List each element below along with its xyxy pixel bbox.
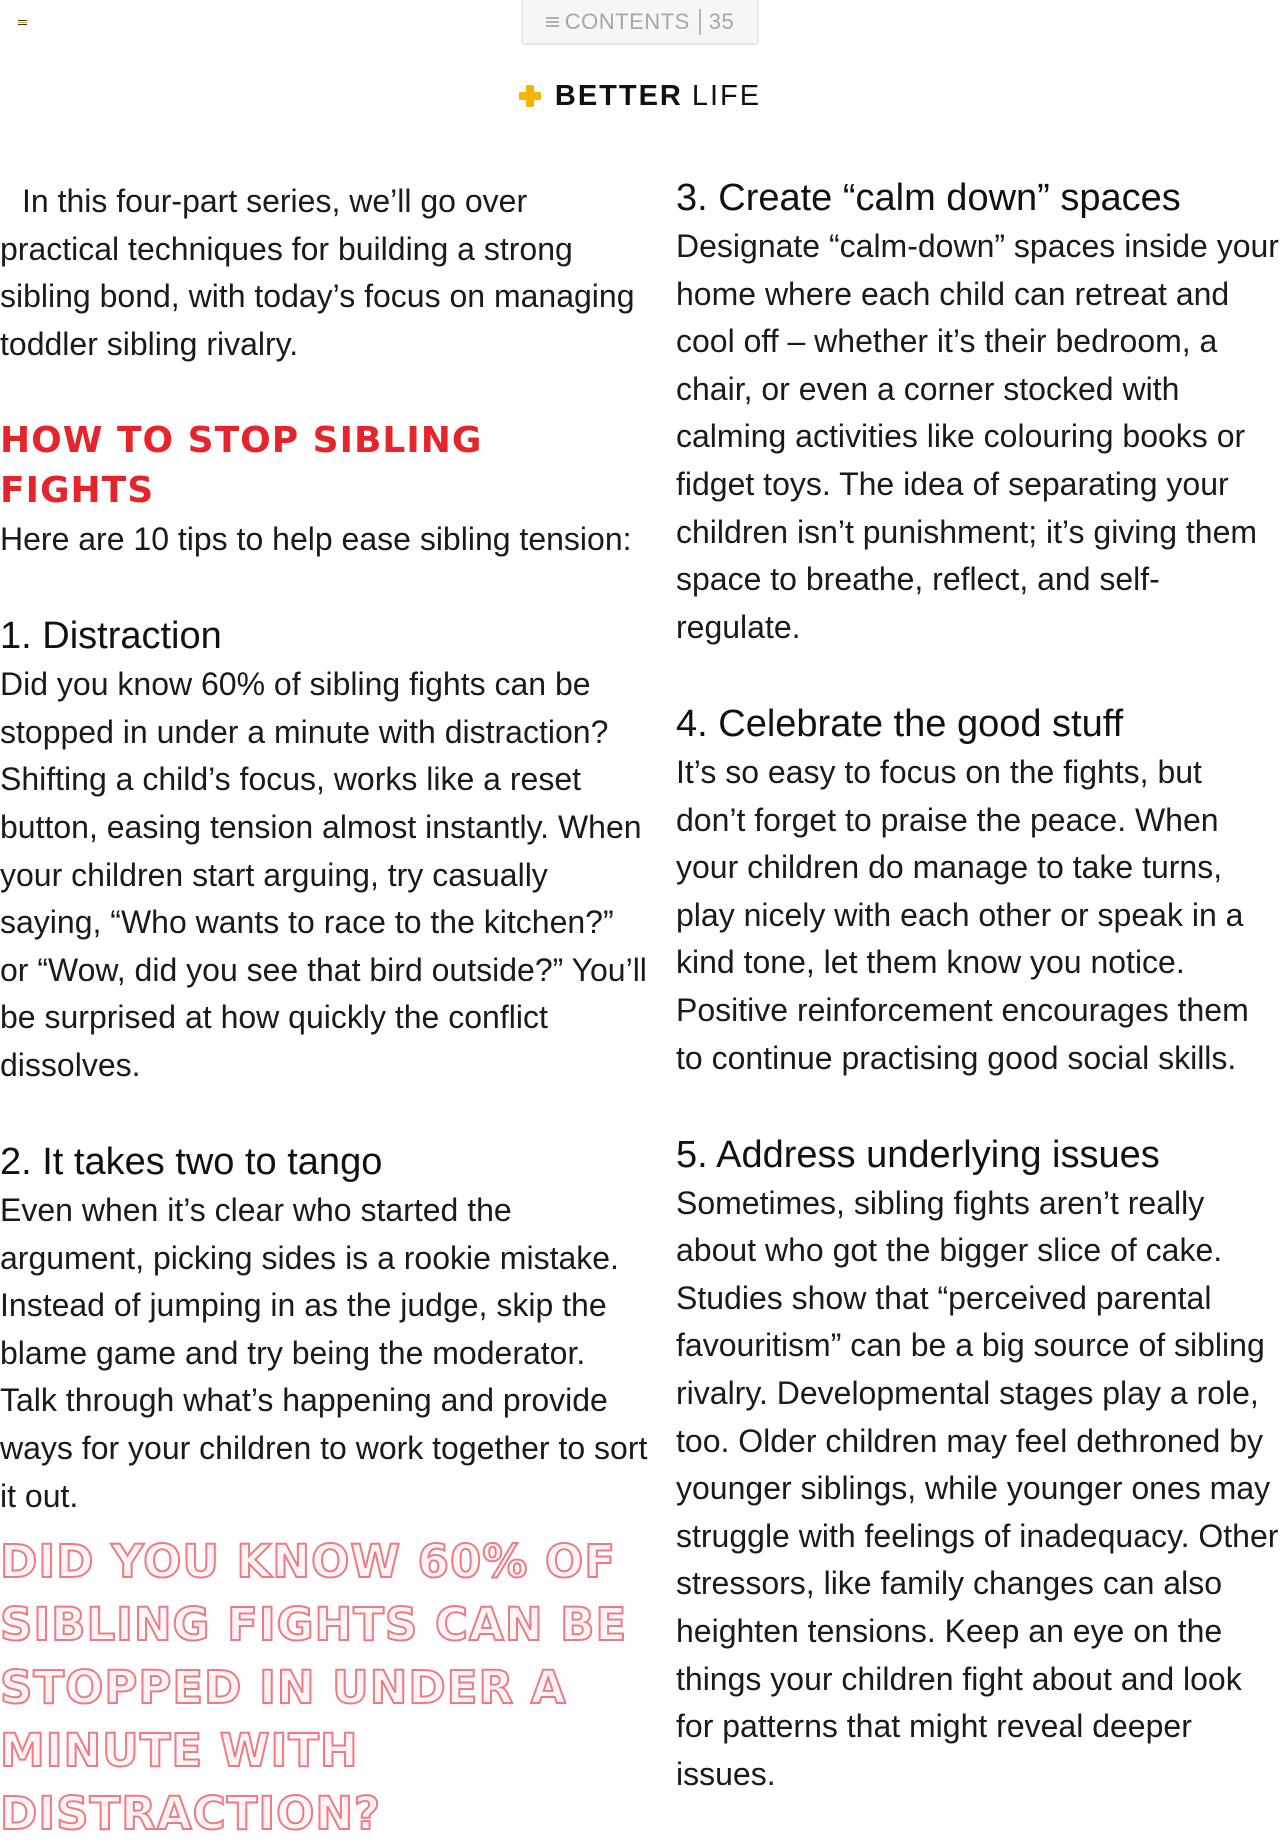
section-title-bold: BETTER	[554, 79, 683, 112]
page-number: 35	[708, 8, 735, 34]
tip-title: 2. It takes two to tango	[0, 1141, 383, 1184]
article-column-right	[676, 178, 1280, 1798]
section-header	[0, 76, 1280, 116]
tip-body: Did you know 60% of sibling fights can be stopped in under a minute with distraction? Shifting a child’s focus, works like a reset button, easing tension almost instantly. When your children start arguing, try casually saying, “Who wants to race to the kitchen?” or “Wow, did you see that bird outside?” You’ll be surprised at how quickly the conflict dissolves.	[0, 666, 647, 1083]
lead-paragraph: Here are 10 tips to help ease sibling tension:	[0, 520, 632, 557]
tip-title: 3. Create “calm down” spaces	[676, 177, 1181, 219]
pull-quote: DID YOU KNOW 60% OF SIBLING FIGHTS CAN BE STOPPED IN UNDER A MINUTE WITH DISTRACTION?	[0, 1535, 628, 1840]
intro-paragraph: In this four-part series, we’ll go over practical techniques for building a strong sibling bond, with today’s focus on managing toddler sibling rivalry.	[0, 183, 635, 362]
article-column-left	[0, 178, 650, 1520]
tip-body: Sometimes, sibling fights aren’t really about who got the bigger slice of cake. Studies show that “perceived parental favouritism” can be a big source of sibling rivalry. Developmental stages play a role, too. Older children may feel dethroned by younger siblings, while younger ones may struggle with feelings of inadequacy. Other stressors, like family changes can also heighten tensions. Keep an eye on the things your children fight about and look for patterns that might reveal deeper issues.	[676, 1184, 1279, 1792]
list-icon	[546, 15, 559, 29]
contents-button[interactable]	[521, 0, 759, 45]
article-heading: HOW TO STOP SIBLING FIGHTS	[0, 419, 483, 511]
menu-icon[interactable]	[18, 20, 27, 26]
tip-title: 1. Distraction	[0, 615, 222, 658]
tip-body: Designate “calm-down” spaces inside your home where each child can retreat and cool off – whether it’s their bedroom, a chair, or even a corner stocked with calming activities like colouring books or fidget toys. The idea of separating your children isn’t punishment; it’s giving them space to breathe, reflect, and self-regulate.	[676, 228, 1279, 645]
tip-title: 4. Celebrate the good stuff	[676, 702, 1124, 745]
tip-body: It’s so easy to focus on the fights, but don’t forget to praise the peace. When your children do manage to take turns, play nicely with each other or speak in a kind tone, let them know you notice. Positive reinforcement encourages them to continue practising good social skills.	[676, 753, 1249, 1076]
tip-body: Even when it’s clear who started the argument, picking sides is a rookie mistake. Instead of jumping in as the judge, skip the blame game and try being the moderator. Talk through what’s happening and provide ways for your children to work together to sort it out.	[0, 1192, 648, 1514]
divider	[699, 9, 701, 35]
section-title-light: LIFE	[691, 79, 762, 112]
plus-icon	[519, 85, 541, 107]
contents-label: CONTENTS	[564, 8, 690, 34]
tip-title: 5. Address underlying issues	[676, 1133, 1160, 1176]
